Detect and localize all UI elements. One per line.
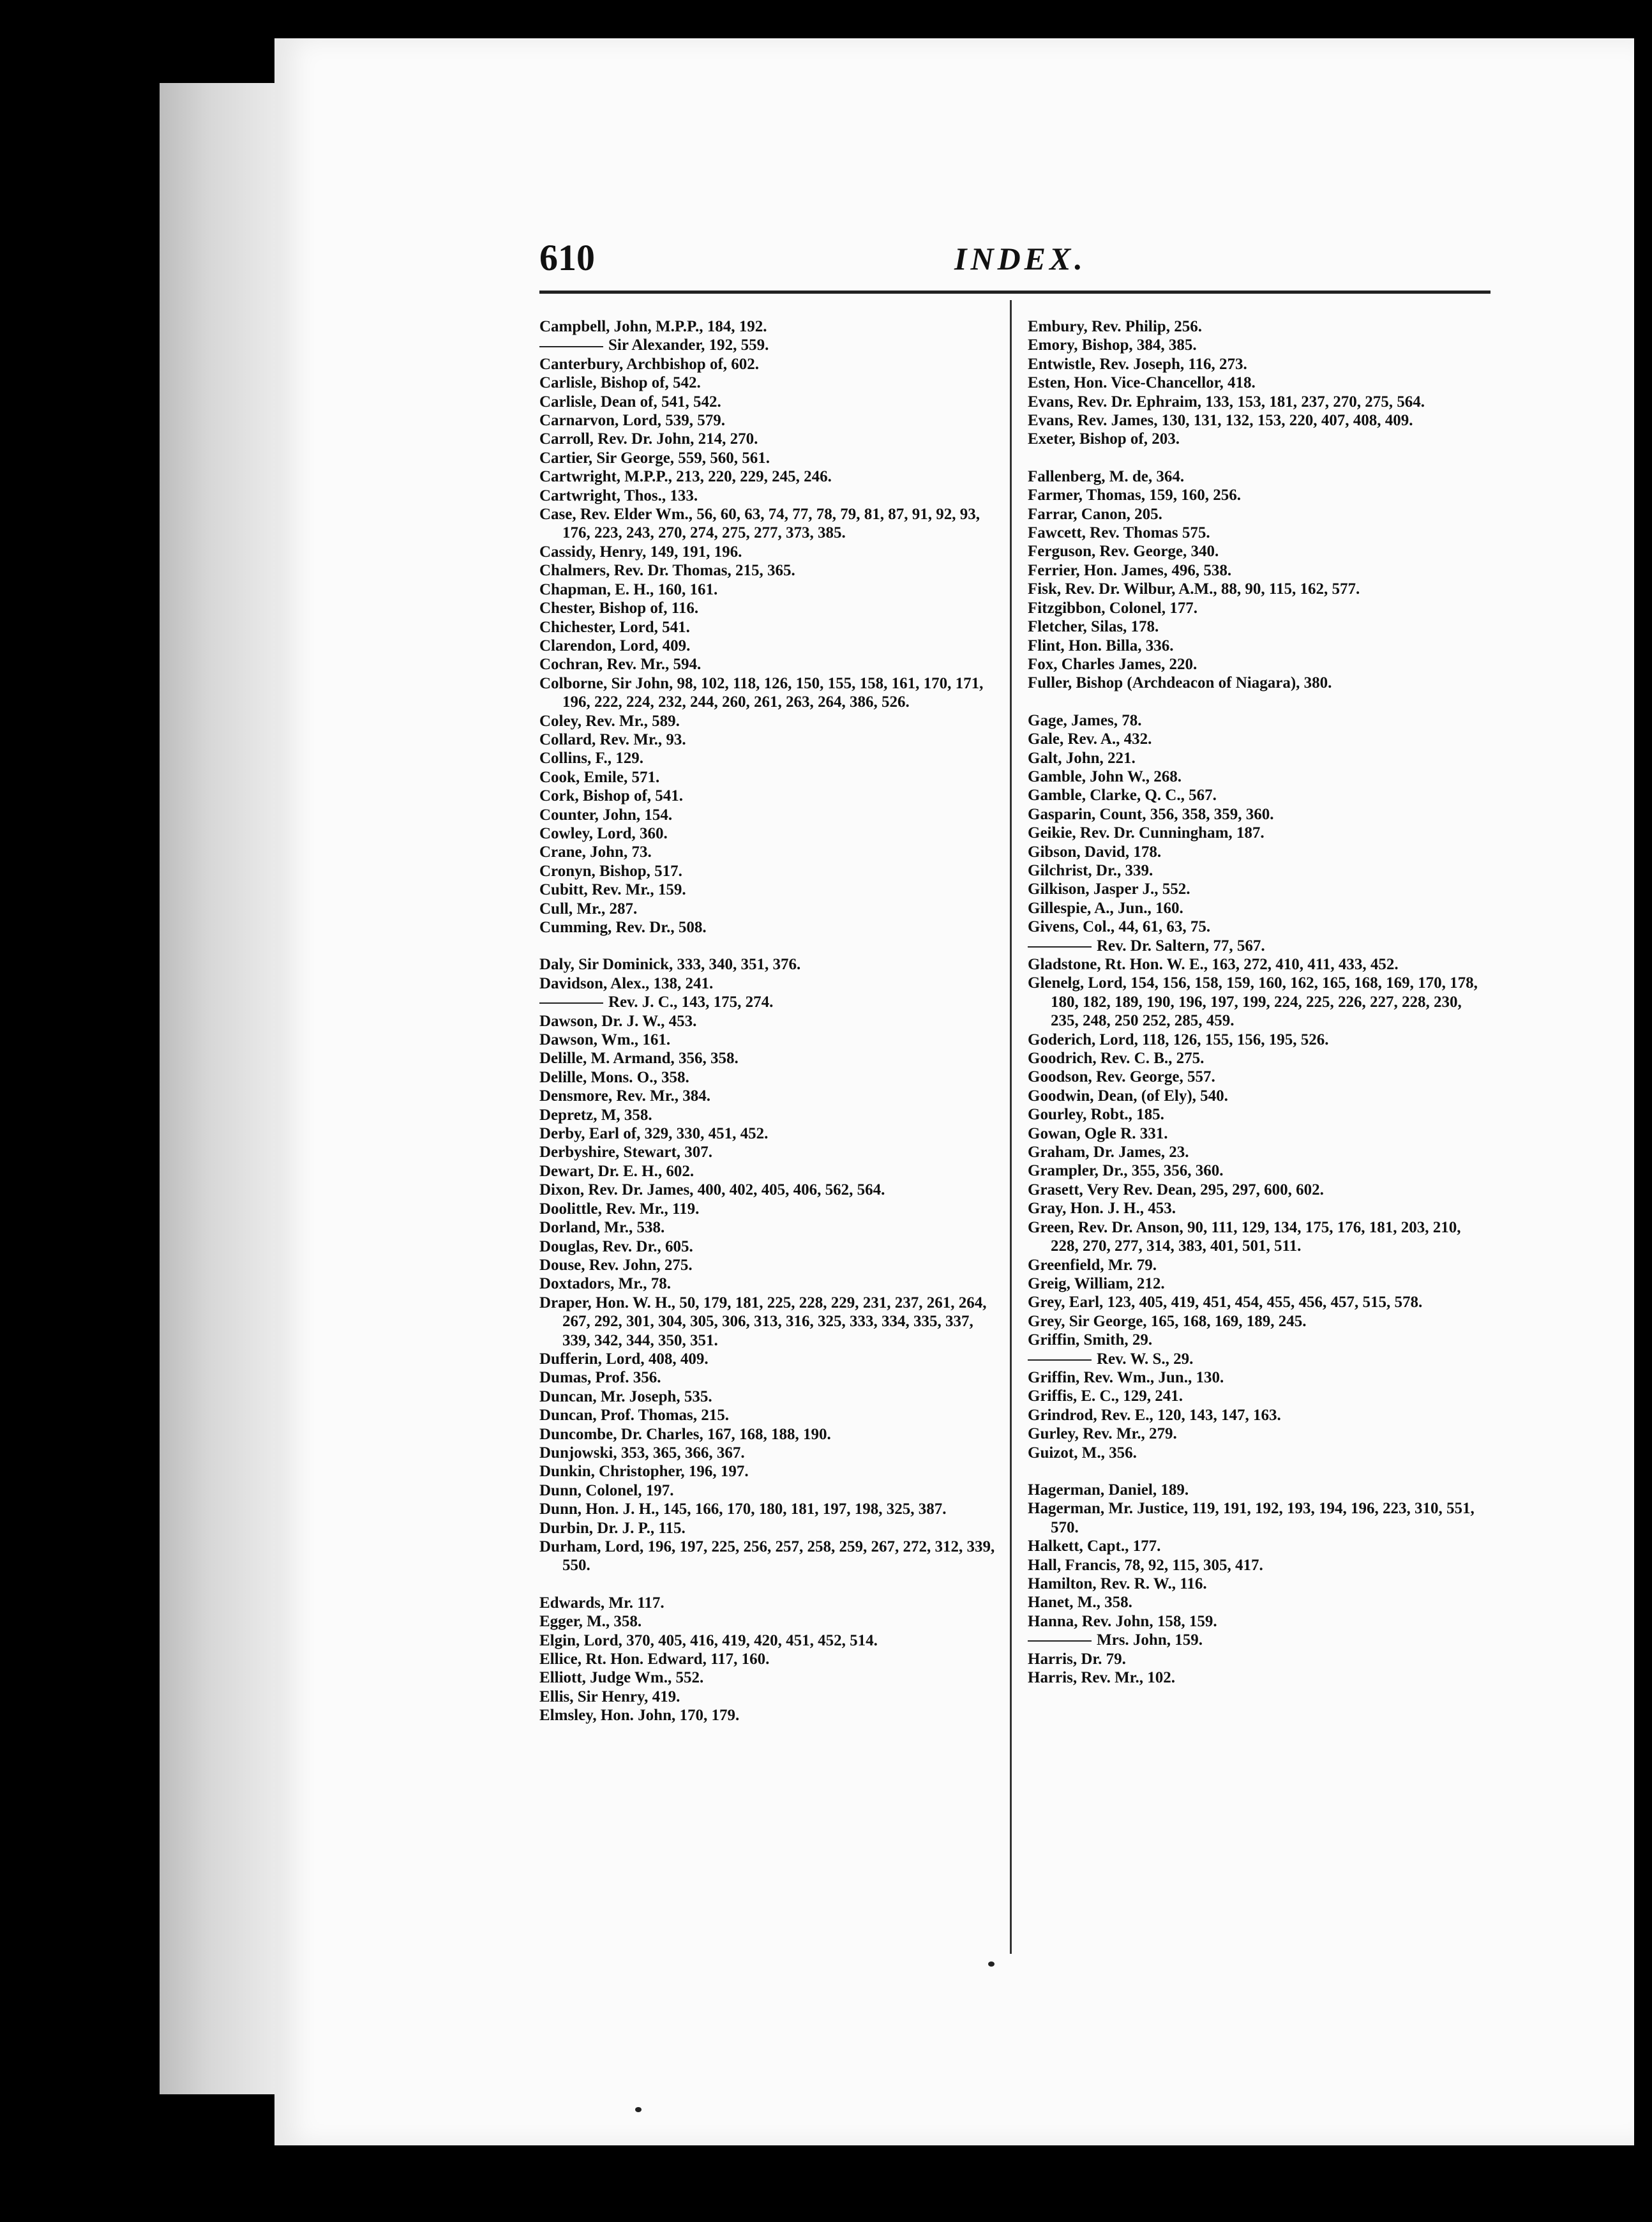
index-entry [1028,1668,1487,1687]
index-entry [1028,542,1487,561]
index-entry-text: Cubitt, Rev. Mr., 159. [539,881,686,899]
index-entry-text: Duncombe, Dr. Charles, 167, 168, 188, 190. [539,1425,831,1443]
index-entry [539,1668,999,1687]
index-entry-text: Derbyshire, Stewart, 307. [539,1144,713,1161]
index-entry-text: Douglas, Rev. Dr., 605. [539,1237,693,1255]
index-entry [1028,1593,1487,1612]
index-entry-text: Gamble, Clarke, Q. C., 567. [1028,787,1217,805]
index-entry-text: Galt, John, 221. [1028,749,1136,767]
index-entry [1028,767,1487,786]
index-entry [539,1087,999,1105]
index-entry-text: Goodson, Rev. George, 557. [1028,1068,1215,1086]
index-entry [1028,880,1487,898]
index-entry [1028,843,1487,861]
index-entry-text: Collard, Rev. Mr., 93. [539,730,686,748]
index-entry-text: Rev. Dr. Saltern, 77, 567. [1097,937,1265,955]
index-entry-text: Daly, Sir Dominick, 333, 340, 351, 376. [539,956,801,974]
index-entry-text: Grasett, Very Rev. Dean, 295, 297, 600, 602. [1028,1181,1324,1198]
index-entry [539,1481,999,1500]
index-entry-text: Graham, Dr. James, 23. [1028,1144,1189,1161]
index-entry-text: Fox, Charles James, 220. [1028,655,1198,673]
index-entry-text: Griffin, Smith, 29. [1028,1331,1153,1349]
index-entry [539,1256,999,1274]
index-entry-text: Counter, John, 154. [539,806,673,824]
index-entry [539,1538,999,1575]
index-entry [1028,1499,1487,1537]
index-entry [1028,1143,1487,1161]
index-entry [1028,1049,1487,1068]
index-entry [1028,711,1487,730]
index-entry-text: Depretz, M, 358. [539,1106,652,1124]
index-entry [539,1368,999,1387]
index-entry-text: Grey, Earl, 123, 405, 419, 451, 454, 455, 456, 457, 515, 578. [1028,1294,1423,1311]
index-entry [539,730,999,749]
index-entry [1028,561,1487,580]
index-entry-text: Grindrod, Rev. E., 120, 143, 147, 163. [1028,1406,1281,1424]
index-entry-text: Delille, Mons. O., 358. [539,1068,689,1086]
index-entry-text: Clarendon, Lord, 409. [539,637,691,654]
index-entry-text: Durbin, Dr. J. P., 115. [539,1519,686,1537]
index-entry [539,1218,999,1237]
index-entry-text: Densmore, Rev. Mr., 384. [539,1087,711,1105]
index-entry [539,655,999,674]
index-entry [539,487,999,505]
running-title: INDEX. [954,241,1086,276]
index-entry-text: Ellis, Sir Henry, 419. [539,1688,680,1705]
index-entry-text: Gamble, John W., 268. [1028,767,1182,785]
index-entry-text: Greenfield, Mr. 79. [1028,1256,1157,1274]
index-entry [539,824,999,843]
index-entry-text: Dufferin, Lord, 408, 409. [539,1350,709,1368]
index-entry [539,1162,999,1181]
index-entry-text: Givens, Col., 44, 61, 63, 75. [1028,918,1211,936]
index-entry [1028,580,1487,598]
index-entry [539,880,999,899]
index-entry [1028,1124,1487,1143]
index-entry-text: Farmer, Thomas, 159, 160, 256. [1028,487,1242,504]
index-entry [539,430,999,448]
index-entry [1028,336,1487,354]
index-entry-text: Hagerman, Daniel, 189. [1028,1481,1189,1499]
index-entry-text: Grey, Sir George, 165, 168, 169, 189, 245. [1028,1312,1307,1330]
index-entry [539,1143,999,1161]
index-entry-text: Dawson, Dr. J. W., 453. [539,1012,697,1030]
index-entry [1028,1293,1487,1311]
index-entry [1028,393,1487,411]
index-entry-text: Collins, F., 129. [539,750,644,767]
index-entry [539,1425,999,1444]
index-entry [1028,1444,1487,1462]
index-entry [1028,617,1487,636]
index-entry-text: Edwards, Mr. 117. [539,1594,665,1612]
index-entry [539,1612,999,1631]
index-entry [539,1181,999,1199]
index-entry [539,374,999,392]
index-entry-text: Dunjowski, 353, 365, 366, 367. [539,1444,745,1462]
index-entry [539,1387,999,1406]
index-entry-text: Dawson, Wm., 161. [539,1031,671,1049]
index-entry-text: Green, Rev. Dr. Anson, 90, 111, 129, 134, 175, 176, 181, 203, 210, 228, 270, 277, 314, 383, 401, 501, 511. [1028,1218,1461,1255]
index-entry [539,393,999,411]
index-column-left [539,317,999,1725]
index-entry-text: Draper, Hon. W. H., 50, 179, 181, 225, 228, 229, 231, 237, 261, 264, 267, 292, 301, 304, 305, 306, 313, 316, 325, 333, 334, 335, 337, 339, 342, 344, 350, 351. [539,1294,987,1349]
index-entry-text: Cartwright, Thos., 133. [539,487,698,504]
index-entry [1028,1274,1487,1293]
index-entry [1028,1368,1487,1387]
index-entry-text: Durham, Lord, 196, 197, 225, 256, 257, 258, 259, 267, 272, 312, 339, 550. [539,1538,995,1575]
index-entry [1028,824,1487,842]
index-entry-text: Doolittle, Rev. Mr., 119. [539,1200,700,1218]
index-entry-text: Gibson, David, 178. [1028,843,1162,861]
index-entry [539,1594,999,1612]
page-number: 610 [539,237,595,278]
index-entry-text: Hagerman, Mr. Justice, 119, 191, 192, 193, 194, 196, 223, 310, 551, 570. [1028,1500,1475,1536]
index-entry [539,900,999,918]
index-entry [1028,1218,1487,1256]
index-entry [539,862,999,880]
index-entry-text: Cochran, Rev. Mr., 594. [539,656,702,674]
index-entry-text: Gladstone, Rt. Hon. W. E., 163, 272, 410, 411, 433, 452. [1028,956,1399,973]
index-entry-text: Elgin, Lord, 370, 405, 416, 419, 420, 451, 452, 514. [539,1631,878,1649]
index-entry-text: Fawcett, Rev. Thomas 575. [1028,524,1210,542]
index-entry [1028,1105,1487,1124]
index-entry-text: Cassidy, Henry, 149, 191, 196. [539,543,742,561]
ink-speck [988,1961,995,1967]
index-entry [1028,1312,1487,1331]
index-entry [539,918,999,937]
index-entry [539,1049,999,1068]
index-entry [1028,1199,1487,1218]
index-entry-text: Dunn, Colonel, 197. [539,1481,674,1499]
index-entry-text: Duncan, Mr. Joseph, 535. [539,1387,712,1405]
index-entry [1028,1161,1487,1180]
index-entry-text: Goodrich, Rev. C. B., 275. [1028,1050,1205,1068]
index-entry-text: Gillespie, A., Jun., 160. [1028,899,1183,917]
ditto-dash [1028,1640,1092,1642]
index-entry-text: Chalmers, Rev. Dr. Thomas, 215, 365. [539,562,795,580]
index-entry-text: Fuller, Bishop (Archdeacon of Niagara), 380. [1028,674,1332,692]
index-entry [539,561,999,580]
index-entry-text: Greig, William, 212. [1028,1274,1165,1292]
index-entry [1028,674,1487,692]
index-entry [539,787,999,805]
ink-speck [635,2107,642,2112]
index-entry-text: Hanet, M., 358. [1028,1594,1132,1612]
index-entry [1028,1181,1487,1199]
index-entry-text: Dumas, Prof. 356. [539,1369,661,1387]
index-entry [1028,1650,1487,1668]
index-entry-text: Cowley, Lord, 360. [539,824,668,842]
index-entry-text: Carlisle, Dean of, 541, 542. [539,393,721,411]
index-entry-text: Griffin, Rev. Wm., Jun., 130. [1028,1368,1224,1386]
index-entry [539,599,999,617]
ditto-dash [539,346,603,347]
ditto-dash [539,1002,603,1004]
index-entry [539,1406,999,1425]
ditto-dash [1028,1359,1092,1361]
index-entry-text: Fletcher, Silas, 178. [1028,618,1159,636]
index-entry-text: Chichester, Lord, 541. [539,618,690,636]
index-entry-text: Gourley, Robt., 185. [1028,1106,1164,1124]
index-entry-text: Coley, Rev. Mr., 589. [539,712,680,730]
index-entry [539,955,999,974]
letter-group-gap [539,1575,999,1594]
index-entry [539,317,999,336]
index-entry-text: Guizot, M., 356. [1028,1444,1137,1462]
index-entry [1028,1575,1487,1593]
index-entry [539,1068,999,1087]
index-entry [1028,317,1487,336]
index-entry-text: Dunn, Hon. J. H., 145, 166, 170, 180, 181, 197, 198, 325, 387. [539,1500,947,1518]
ditto-dash [1028,946,1092,948]
index-entry [1028,1556,1487,1575]
index-entry [1028,1631,1487,1649]
index-entry-text: Emory, Bishop, 384, 385. [1028,336,1197,354]
index-entry [1028,1612,1487,1631]
index-entry [539,843,999,861]
index-entry [1028,374,1487,392]
index-entry [539,1631,999,1650]
index-entry-text: Goodwin, Dean, (of Ely), 540. [1028,1087,1228,1105]
index-entry [1028,899,1487,918]
index-entry-text: Chester, Bishop of, 116. [539,600,699,617]
index-entry [539,974,999,993]
index-entry-text: Duncan, Prof. Thomas, 215. [539,1407,730,1425]
index-entry-text: Elliott, Judge Wm., 552. [539,1669,704,1687]
running-head [539,236,1484,278]
index-entry [1028,861,1487,880]
index-entry-text: Gilchrist, Dr., 339. [1028,861,1153,879]
letter-group-gap [1028,693,1487,711]
index-entry-text: Colborne, Sir John, 98, 102, 118, 126, 150, 155, 158, 161, 170, 171, 196, 222, 224, 232, 244, 260, 261, 263, 264, 386, 526. [539,674,984,711]
index-entry [539,355,999,374]
index-entry-text: Sir Alexander, 192, 559. [608,336,769,354]
index-entry-text: Dixon, Rev. Dr. James, 400, 402, 405, 406, 562, 564. [539,1181,885,1199]
index-entry [539,1650,999,1668]
index-entry-text: Fallenberg, M. de, 364. [1028,467,1185,485]
index-entry [539,505,999,543]
index-entry-text: Doxtadors, Mr., 78. [539,1275,672,1293]
index-entry-text: Ferrier, Hon. James, 496, 538. [1028,561,1232,579]
letter-group-gap [1028,449,1487,467]
index-entry [539,1124,999,1143]
index-entry-text: Cumming, Rev. Dr., 508. [539,919,707,936]
index-entry-text: Rev. J. C., 143, 175, 274. [608,994,774,1011]
index-entry [1028,1031,1487,1049]
index-entry-text: Canterbury, Archbishop of, 602. [539,355,760,373]
index-entry [539,618,999,637]
index-entry [539,336,999,354]
index-entry [539,1200,999,1218]
index-entry-text: Farrar, Canon, 205. [1028,505,1162,523]
index-entry-text: Gowan, Ogle R. 331. [1028,1124,1168,1142]
index-entry-text: Harris, Dr. 79. [1028,1650,1126,1668]
index-entry-text: Carroll, Rev. Dr. John, 214, 270. [539,430,758,448]
index-entry-text: Cartwright, M.P.P., 213, 220, 229, 245, 246. [539,468,832,486]
index-entry [539,411,999,430]
index-entry [539,449,999,467]
index-entry-text: Cronyn, Bishop, 517. [539,862,682,880]
header-rule [539,291,1491,294]
index-entry [1028,1406,1487,1425]
index-entry-text: Halkett, Capt., 177. [1028,1538,1161,1555]
index-entry [1028,1537,1487,1555]
index-entry-text: Gasparin, Count, 356, 358, 359, 360. [1028,805,1274,823]
index-entry-text: Gage, James, 78. [1028,711,1142,729]
index-entry-text: Rev. W. S., 29. [1097,1350,1194,1368]
index-entry [1028,918,1487,936]
index-entry-text: Gilkison, Jasper J., 552. [1028,880,1190,898]
index-entry-text: Ferguson, Rev. George, 340. [1028,543,1219,561]
index-entry-text: Gurley, Rev. Mr., 279. [1028,1425,1177,1443]
index-entry-text: Case, Rev. Elder Wm., 56, 60, 63, 74, 77, 78, 79, 81, 87, 91, 92, 93, 176, 223, 243, 270, 274, 275, 277, 373, 385. [539,506,980,542]
index-entry [1028,1068,1487,1086]
index-entry-text: Esten, Hon. Vice-Chancellor, 418. [1028,374,1256,392]
column-divider [1010,300,1012,1954]
index-entry [539,1444,999,1462]
index-entry [539,543,999,561]
index-entry [1028,430,1487,448]
index-entry-text: Gray, Hon. J. H., 453. [1028,1200,1176,1218]
index-entry-text: Hanna, Rev. John, 158, 159. [1028,1612,1217,1630]
index-entry-text: Flint, Hon. Billa, 336. [1028,637,1174,654]
index-column-right [1028,317,1487,1687]
index-entry [1028,974,1487,1030]
index-entry-text: Delille, M. Armand, 356, 358. [539,1050,739,1068]
index-entry [1028,1425,1487,1443]
index-entry [539,993,999,1011]
index-entry [539,1350,999,1368]
index-entry-text: Chapman, E. H., 160, 161. [539,580,718,598]
index-entry-text: Entwistle, Rev. Joseph, 116, 273. [1028,355,1247,373]
index-entry [1028,730,1487,748]
index-entry-text: Dorland, Mr., 538. [539,1219,665,1237]
index-entry [1028,599,1487,617]
index-entry [539,768,999,787]
index-entry [1028,486,1487,504]
index-entry-text: Campbell, John, M.P.P., 184, 192. [539,318,767,335]
index-entry-text: Griffis, E. C., 129, 241. [1028,1387,1183,1405]
index-entry-text: Carnarvon, Lord, 539, 579. [539,412,725,430]
index-entry [539,1519,999,1538]
index-entry [539,1274,999,1293]
index-entry [539,1294,999,1350]
index-entry [1028,1481,1487,1499]
index-entry-text: Mrs. John, 159. [1097,1631,1203,1649]
index-entry-text: Cartier, Sir George, 559, 560, 561. [539,449,770,467]
index-entry-text: Dewart, Dr. E. H., 602. [539,1162,695,1180]
index-entry [539,1500,999,1518]
index-entry-text: Evans, Rev. Dr. Ephraim, 133, 153, 181, 237, 270, 275, 564. [1028,393,1425,411]
index-entry [1028,1387,1487,1405]
index-entry-text: Cull, Mr., 287. [539,900,638,918]
index-entry [539,1031,999,1049]
letter-group-gap [539,937,999,955]
index-entry [1028,749,1487,767]
index-entry-text: Evans, Rev. James, 130, 131, 132, 153, 220, 407, 408, 409. [1028,412,1413,430]
index-entry [1028,411,1487,430]
index-entry [539,467,999,486]
index-entry-text: Douse, Rev. John, 275. [539,1256,693,1274]
index-entry [539,1462,999,1481]
index-entry [1028,1350,1487,1368]
index-entry [539,674,999,712]
index-entry-text: Glenelg, Lord, 154, 156, 158, 159, 160, 162, 165, 168, 169, 170, 178, 180, 182, 189, 190, 196, 197, 199, 224, 225, 226, 227, 228, 230, 235, 248, 250 252, 285, 459. [1028,974,1478,1030]
index-entry [1028,1256,1487,1274]
index-entry [539,712,999,730]
index-entry [539,580,999,599]
index-entry-text: Cook, Emile, 571. [539,768,660,786]
index-entry-text: Ellice, Rt. Hon. Edward, 117, 160. [539,1651,770,1668]
index-entry-text: Embury, Rev. Philip, 256. [1028,318,1202,335]
index-entry [539,806,999,824]
index-entry-text: Grampler, Dr., 355, 356, 360. [1028,1162,1224,1180]
index-entry-text: Geikie, Rev. Dr. Cunningham, 187. [1028,824,1265,842]
index-entry [539,1237,999,1256]
index-entry [539,1106,999,1124]
index-entry-text: Harris, Rev. Mr., 102. [1028,1669,1175,1687]
index-entry-text: Derby, Earl of, 329, 330, 451, 452. [539,1125,769,1143]
index-entry-text: Hall, Francis, 78, 92, 115, 305, 417. [1028,1556,1263,1574]
index-entry-text: Egger, M., 358. [539,1613,642,1631]
index-entry-text: Cork, Bishop of, 541. [539,787,684,805]
index-entry [539,1706,999,1725]
index-entry [539,749,999,767]
index-entry [539,1012,999,1031]
index-entry [1028,467,1487,486]
index-entry [1028,937,1487,955]
index-entry-text: Fitzgibbon, Colonel, 177. [1028,599,1198,617]
index-entry [1028,524,1487,542]
index-entry-text: Dunkin, Christopher, 196, 197. [539,1463,749,1481]
index-entry [1028,805,1487,824]
index-entry-text: Gale, Rev. A., 432. [1028,730,1152,748]
index-entry [1028,355,1487,374]
index-entry [1028,1331,1487,1349]
index-entry-text: Davidson, Alex., 138, 241. [539,974,714,992]
index-entry [539,637,999,655]
index-entry [1028,505,1487,524]
index-entry [1028,637,1487,655]
index-entry-text: Goderich, Lord, 118, 126, 155, 156, 195, 526. [1028,1031,1329,1048]
index-entry [1028,655,1487,674]
index-entry-text: Fisk, Rev. Dr. Wilbur, A.M., 88, 90, 115, 162, 577. [1028,580,1360,598]
index-entry [539,1688,999,1706]
index-entry-text: Carlisle, Bishop of, 542. [539,374,701,392]
letter-group-gap [1028,1462,1487,1481]
index-entry [1028,1087,1487,1105]
index-entry-text: Hamilton, Rev. R. W., 116. [1028,1575,1207,1592]
index-entry-text: Exeter, Bishop of, 203. [1028,430,1180,448]
index-entry-text: Elmsley, Hon. John, 170, 179. [539,1707,740,1725]
index-entry [1028,955,1487,974]
index-entry [1028,786,1487,805]
index-entry-text: Crane, John, 73. [539,843,652,861]
